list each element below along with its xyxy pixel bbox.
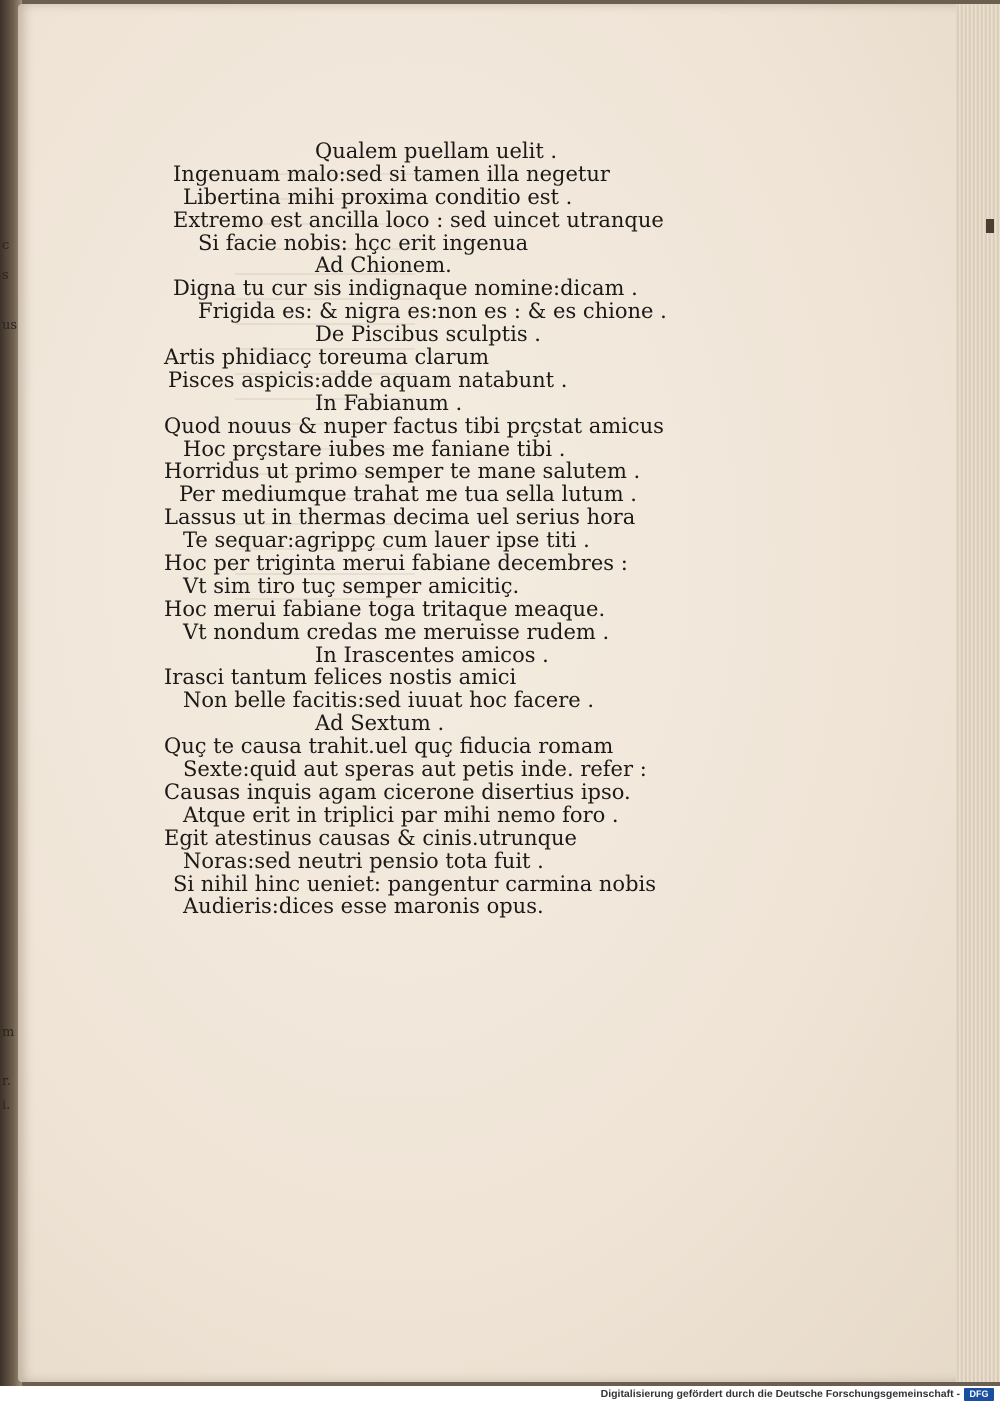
poem-line: Audieris:dices esse maronis opus. <box>183 894 544 919</box>
footer-bar <box>0 1386 1000 1404</box>
poem-line: Hoc per triginta merui fabiane decembres : <box>164 551 628 576</box>
poem-line: Si nihil hinc ueniet: pangentur carmina nobis <box>173 871 656 896</box>
poem-line: Quç te causa trahit.uel quç fiducia romam <box>164 734 614 759</box>
left-margin-fragments <box>0 0 22 1386</box>
poem-line: Causas inquis agam cicerone disertius ipso. <box>164 779 631 804</box>
poem-line: Te sequar:agrippç cum lauer ipse titi . <box>183 528 590 553</box>
poem-line: Horridus ut primo semper te mane salutem . <box>164 459 641 484</box>
poem-line: Ingenuam malo:sed si tamen illa negetur <box>173 161 610 186</box>
poem-line: Artis phidiacç toreuma clarum <box>164 345 490 370</box>
poem-line: Non belle facitis:sed iuuat hoc facere . <box>183 688 595 713</box>
poem-line: Digna tu cur sis indignaque nomine:dicam . <box>173 276 638 301</box>
poem-line: Hoc prçstare iubes me faniane tibi . <box>183 436 566 461</box>
poem-line: Extremo est ancilla loco : sed uincet utranque <box>173 207 664 232</box>
margin-fragment: c <box>2 238 10 253</box>
poem-line: Vt nondum credas me meruisse rudem . <box>183 619 610 644</box>
poem-line: Quod nouus & nuper factus tibi prçstat amicus <box>164 413 664 438</box>
poem-title-line: Ad Sextum . <box>315 711 445 736</box>
margin-fragment: r. <box>2 1074 11 1089</box>
poem-line: Vt sim tiro tuç semper amicitiç. <box>183 573 520 598</box>
margin-fragment: s <box>2 268 9 283</box>
poem-line: Per mediumque trahat me tua sella lutum . <box>179 482 637 507</box>
poem-title-line: In Fabianum . <box>315 390 463 415</box>
poem-line: Lassus ut in thermas decima uel serius hora <box>164 505 636 530</box>
poem-title-line: Qualem puellam uelit . <box>315 139 558 163</box>
poem-line: Pisces aspicis:adde aquam natabunt . <box>168 367 568 392</box>
poem-title-line: In Irascentes amicos . <box>315 642 549 667</box>
poem-text-block <box>150 140 670 918</box>
margin-fragment: m <box>2 1025 15 1040</box>
page-tab-marker <box>986 219 994 233</box>
margin-fragment: i. <box>2 1098 11 1113</box>
poem-line: Sexte:quid aut speras aut petis inde. refer : <box>183 757 647 782</box>
poem-title-line: Ad Chionem. <box>315 253 452 278</box>
poem-line: Hoc merui fabiane toga tritaque meaque. <box>164 596 606 621</box>
poem-line: Irasci tantum felices nostis amici <box>164 665 517 690</box>
margin-fragment: us <box>2 318 18 333</box>
poem-line: Si facie nobis: hçc erit ingenua <box>198 230 529 255</box>
poem-line: Libertina mihi proxima conditio est . <box>183 184 573 209</box>
poem-line: Noras:sed neutri pensio tota fuit . <box>183 848 544 873</box>
poem-line: Egit atestinus causas & cinis.utrunque <box>164 825 577 850</box>
poem-line: Atque erit in triplici par mihi nemo foro . <box>183 802 619 827</box>
poem-line: Frigida es: & nigra es:non es : & es chione . <box>198 299 667 324</box>
page-fore-edge <box>956 4 1000 1382</box>
dfg-logo: DFG <box>964 1388 994 1401</box>
funding-credit: Digitalisierung gefördert durch die Deutsche Forschungsgemeinschaft - <box>600 1388 960 1400</box>
poem-title-line: De Piscibus sculptis . <box>315 322 541 347</box>
